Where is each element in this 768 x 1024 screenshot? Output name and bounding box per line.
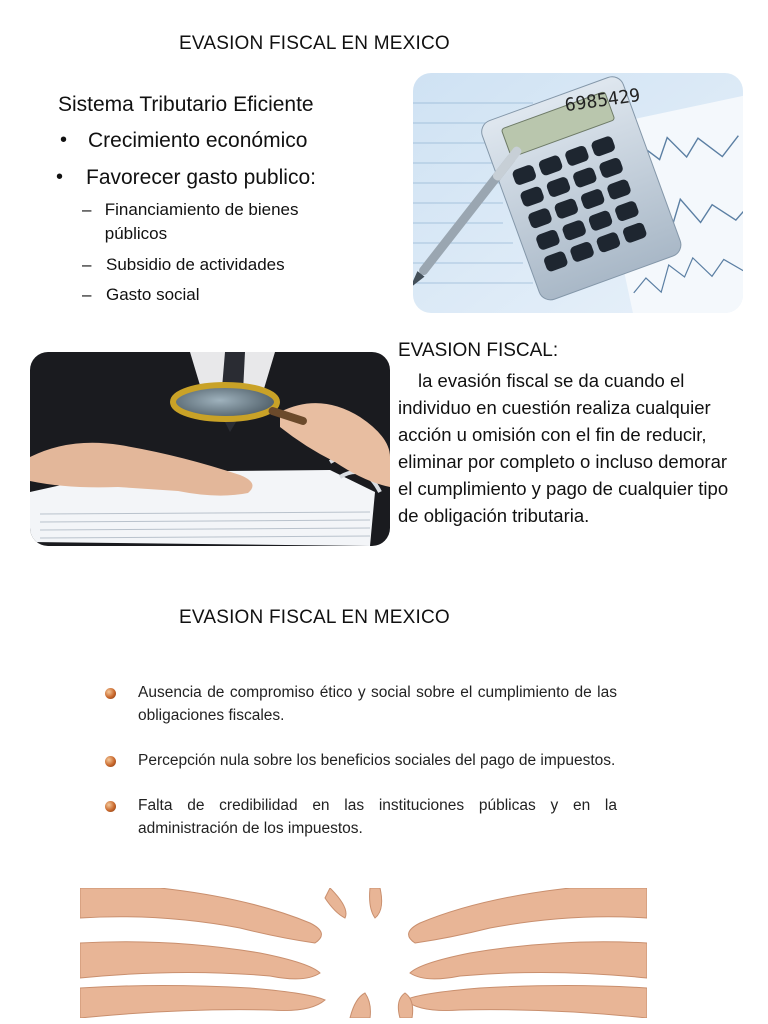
- subbullet-gasto-social: [82, 283, 200, 307]
- calculator-display: 6985429: [563, 84, 642, 117]
- subbullet-label: Subsidio de actividades: [106, 255, 285, 274]
- bullet-label: Crecimiento económico: [88, 129, 308, 152]
- definition-title: EVASION FISCAL:: [398, 340, 559, 361]
- orange-orb-icon: [105, 801, 116, 812]
- bullet-gasto: [56, 166, 316, 190]
- calculator-illustration: [413, 73, 743, 313]
- orange-orb-icon: [105, 688, 116, 699]
- bullet-label: Favorecer gasto publico:: [86, 166, 316, 189]
- bullet-dot-icon: •: [60, 129, 68, 151]
- cause-item: [105, 794, 617, 840]
- bullet-crecimiento: [60, 129, 307, 153]
- hands-circle-photo: [80, 888, 647, 1018]
- hands-illustration: [80, 888, 647, 1018]
- definition-body: la evasión fiscal se da cuando el individuo en cuestión realiza cualquier acción u omisión con el fin de reducir, eliminar por completo o incluso demorar el cumplimiento y pago de cualquier tipo de obligación tributaria.: [398, 370, 729, 526]
- dash-icon: –: [82, 255, 92, 274]
- causes-list: [105, 681, 617, 862]
- dash-icon: –: [82, 200, 92, 219]
- sistema-heading: Sistema Tributario Eficiente: [58, 93, 314, 116]
- magnifier-photo: [30, 352, 390, 546]
- subbullet-financiamiento: [82, 198, 352, 246]
- cause-item: [105, 681, 617, 727]
- calculator-photo: [413, 73, 743, 313]
- page-title-top: EVASION FISCAL EN MEXICO: [179, 33, 450, 54]
- dash-icon: –: [82, 285, 92, 304]
- cause-text: Falta de credibilidad en las instituciones públicas y en la administración de los impuestos.: [138, 797, 617, 837]
- orange-orb-icon: [105, 756, 116, 767]
- bullet-dot-icon: •: [56, 166, 64, 188]
- subbullet-subsidio: [82, 253, 285, 277]
- subbullet-label: Financiamiento de bienes públicos: [104, 200, 299, 243]
- cause-text: Percepción nula sobre los beneficios sociales del pago de impuestos.: [138, 752, 616, 769]
- page-title-middle: EVASION FISCAL EN MEXICO: [179, 607, 450, 628]
- cause-text: Ausencia de compromiso ético y social sobre el cumplimiento de las obligaciones fiscales.: [138, 684, 617, 724]
- magnifier-illustration: [30, 352, 390, 546]
- cause-item: [105, 749, 617, 772]
- subbullet-label: Gasto social: [106, 285, 200, 304]
